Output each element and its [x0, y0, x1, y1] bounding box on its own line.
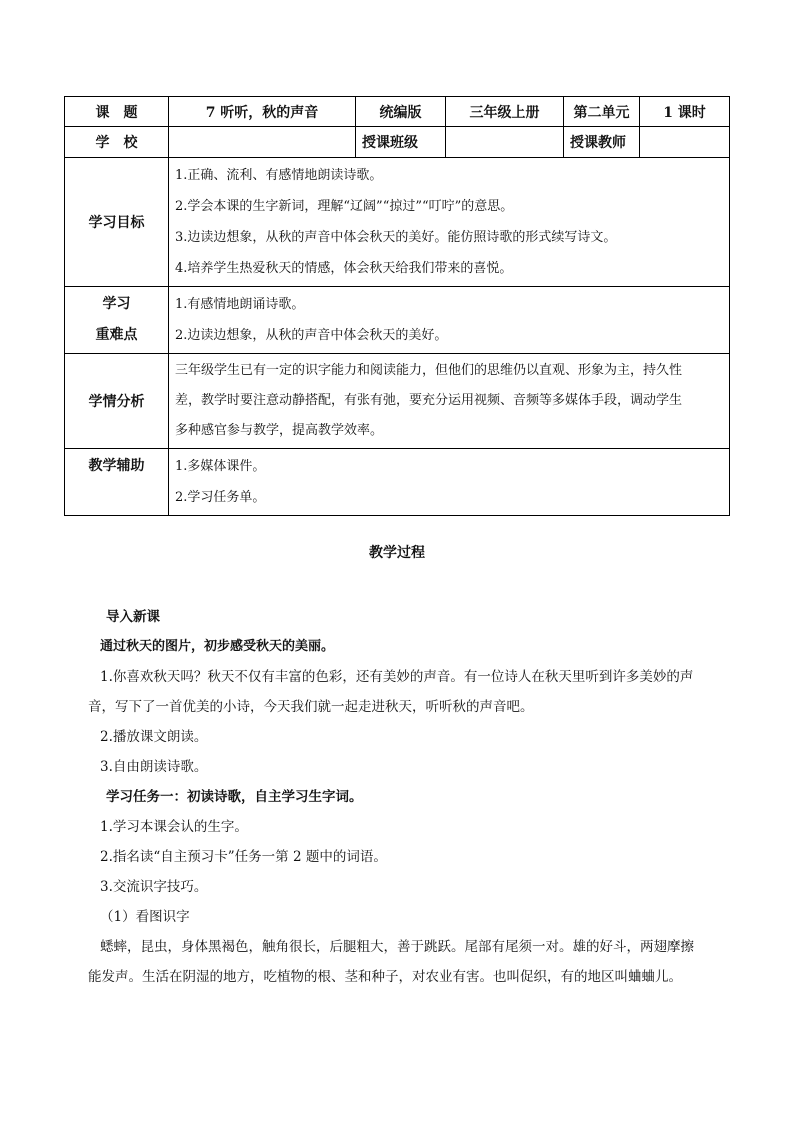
- analysis-line: 差，教学时要注意动静搭配，有张有弛，要充分运用视频、音频等多媒体手段，调动学生: [175, 393, 683, 408]
- intro-subheading: 通过秋天的图片，初步感受秋天的美丽。: [100, 639, 335, 654]
- intro-paragraph-3: 3.自由朗读诗歌。: [100, 759, 208, 775]
- process-body: [88, 602, 728, 992]
- objective-item: 3.边读边想象，从秋的声音中体会秋天的美好。能仿照诗歌的形式续写诗文。: [175, 230, 617, 245]
- aids-label: 教学辅助: [65, 449, 169, 516]
- school-row: [65, 127, 730, 158]
- school-value: [169, 127, 356, 158]
- intro-paragraph-1-line-2: 音，写下了一首优美的小诗，今天我们就一起走进秋天，听听秋的声音吧。: [88, 699, 534, 715]
- task1-paragraph-3: 3.交流识字技巧。: [100, 879, 208, 895]
- key-point-item: 1.有感情地朗诵诗歌。: [175, 297, 305, 312]
- key-points-row: [65, 287, 730, 354]
- task1-paragraph-2: 2.指名读“自主预习卡”任务一第 2 题中的词语。: [100, 849, 387, 865]
- key-point-item: 2.边读边想象，从秋的声音中体会秋天的美好。: [175, 328, 448, 343]
- key-points-list: [169, 287, 730, 354]
- task1-heading: 学习任务一：初读诗歌，自主学习生字词。: [106, 789, 363, 805]
- lesson-label: 课 题: [65, 97, 169, 127]
- teacher-value: [640, 127, 730, 158]
- unit: 第二单元: [564, 97, 640, 127]
- task1-paragraph-1: 1.学习本课会认的生字。: [100, 819, 248, 835]
- intro-paragraph-1-line-1: 1.你喜欢秋天吗？秋天不仅有丰富的色彩，还有美妙的声音。有一位诗人在秋天里听到许多美妙的声: [100, 669, 694, 685]
- class-value: [446, 127, 564, 158]
- school-label: 学 校: [65, 127, 169, 158]
- task1-description-line-1: 蟋蟀，昆虫，身体黑褐色，触角很长，后腿粗大，善于跳跃。尾部有尾须一对。雄的好斗，两翅摩擦: [100, 939, 694, 955]
- analysis-line: 多种感官参与教学，提高教学效率。: [175, 423, 384, 438]
- key-points-label-line1: 学习: [102, 296, 131, 312]
- analysis-text: [169, 354, 730, 449]
- aid-item: 1.多媒体课件。: [175, 459, 266, 474]
- analysis-line: 三年级学生已有一定的识字能力和阅读能力，但他们的思维仍以直观、形象为主，持久性: [175, 363, 683, 378]
- intro-heading: 导入新课: [106, 609, 160, 625]
- lesson-title: 7 听听，秋的声音: [169, 97, 356, 127]
- analysis-label: 学情分析: [65, 354, 169, 449]
- edition: 统编版: [356, 97, 446, 127]
- aids-row: [65, 449, 730, 516]
- aids-list: [169, 449, 730, 516]
- objectives-label: 学习目标: [65, 158, 169, 287]
- grade: 三年级上册: [446, 97, 564, 127]
- class-label: 授课班级: [356, 127, 446, 158]
- key-points-label-line2: 重难点: [95, 327, 138, 343]
- aid-item: 2.学习任务单。: [175, 490, 266, 505]
- lesson-info-table: [64, 96, 730, 516]
- objective-item: 1.正确、流利、有感情地朗读诗歌。: [175, 168, 383, 183]
- header-row: [65, 97, 730, 127]
- intro-paragraph-2: 2.播放课文朗读。: [100, 729, 208, 745]
- objectives-list: [169, 158, 730, 287]
- objective-item: 2.学会本课的生字新词，理解“辽阔”“掠过”“叮咛”的意思。: [175, 199, 514, 214]
- teacher-label: 授课教师: [564, 127, 640, 158]
- key-points-label: [65, 287, 169, 354]
- process-title: 教学过程: [369, 545, 425, 561]
- class-hours: 1 课时: [640, 97, 730, 127]
- analysis-row: [65, 354, 730, 449]
- objectives-row: [65, 158, 730, 287]
- task1-description-line-2: 能发声。生活在阴湿的地方，吃植物的根、茎和种子，对农业有害。也叫促织，有的地区叫蛐蛐儿。: [88, 969, 682, 985]
- task1-subheading: （1）看图识字: [100, 909, 190, 925]
- objective-item: 4.培养学生热爱秋天的情感，体会秋天给我们带来的喜悦。: [175, 261, 513, 276]
